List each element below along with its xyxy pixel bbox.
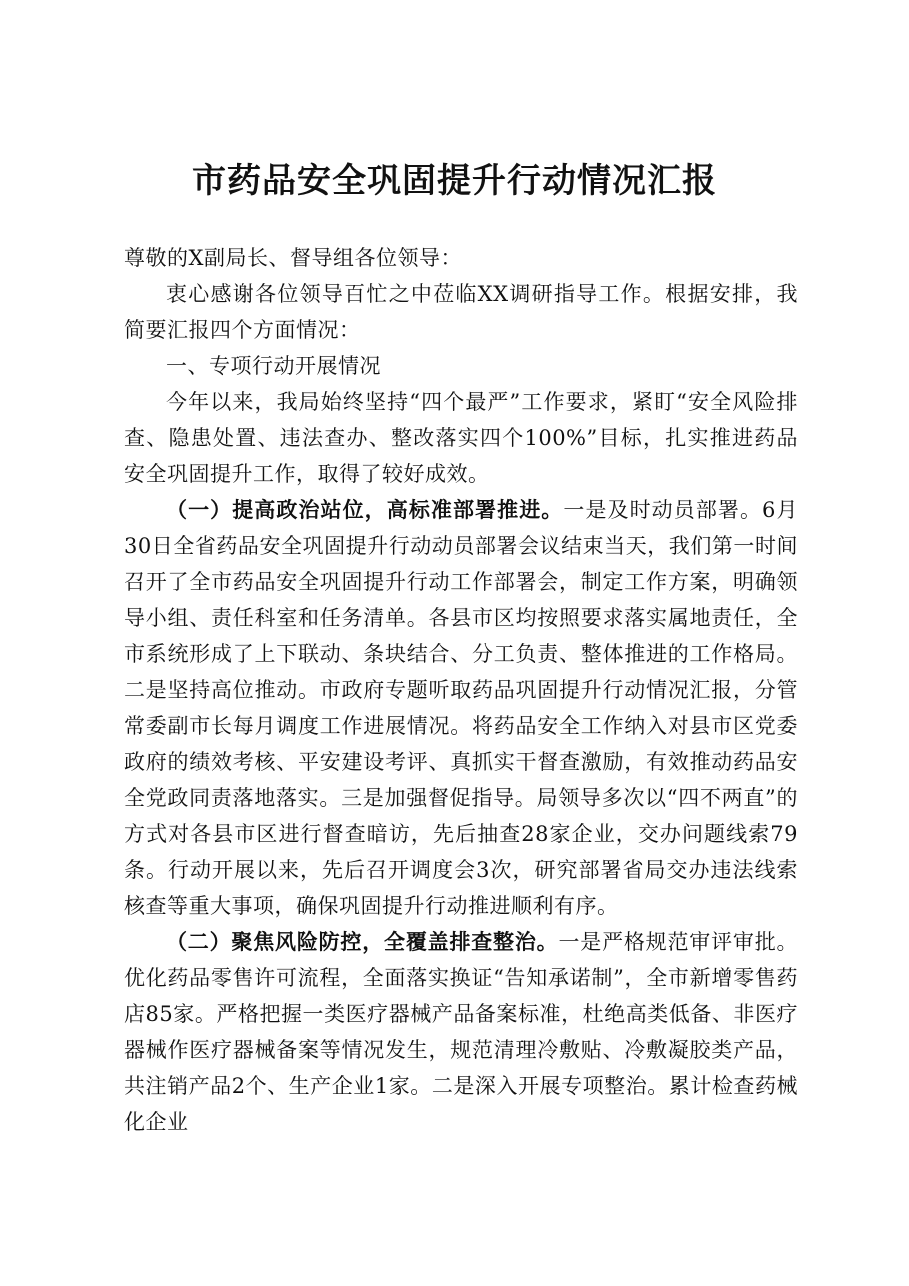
subsection-1-title: （一）提高政治站位，高标准部署推进。 <box>166 498 564 522</box>
subsection-2-paragraph <box>124 924 798 1140</box>
salutation: 尊敬的X副局长、督导组各位领导： <box>124 246 462 270</box>
document-body <box>124 240 798 1140</box>
subsection-1-paragraph <box>124 492 798 924</box>
intro-paragraph: 衷心感谢各位领导百忙之中莅临XX调研指导工作。根据安排，我简要汇报四个方面情况： <box>124 282 798 342</box>
subsection-2-title: （二）聚焦风险防控，全覆盖排查整治。 <box>166 930 559 954</box>
section-heading-1: 一、专项行动开展情况 <box>166 354 381 378</box>
subsection-1-body: 一是及时动员部署。6月30日全省药品安全巩固提升行动动员部署会议结束当天，我们第一时间召开了全市药品安全巩固提升行动工作部署会，制定工作方案，明确领导小组、责任科室和任务清单。各县市区均按照要求落实属地责任，全市系统形成了上下联动、条块结合、分工负责、整体推进的工作格局。二是坚持高位推动。市政府专题听取药品巩固提升行动情况汇报，分管常委副市长每月调度工作进展情况。将药品安全工作纳入对县市区党委政府的绩效考核、平安建设考评、真抓实干督查激励，有效推动药品安全党政同责落地落实。三是加强督促指导。局领导多次以“四不两直”的方式对各县市区进行督查暗访，先后抽查28家企业，交办问题线索79条。行动开展以来，先后召开调度会3次，研究部署省局交办违法线索核查等重大事项，确保巩固提升行动推进顺利有序。 <box>124 498 798 918</box>
document-title: 市药品安全巩固提升行动情况汇报 <box>192 161 717 201</box>
section-1-paragraph: 今年以来，我局始终坚持“四个最严”工作要求，紧盯“安全风险排查、隐患处置、违法查办、整改落实四个100%”目标，扎实推进药品安全巩固提升工作，取得了较好成效。 <box>124 390 798 486</box>
subsection-2-body: 一是严格规范审评审批。优化药品零售许可流程，全面落实换证“告知承诺制”，全市新增零售药店85家。严格把握一类医疗器械产品备案标准，杜绝高类低备、非医疗器械作医疗器械备案等情况发生，规范清理冷敷贴、冷敷凝胶类产品，共注销产品2个、生产企业1家。二是深入开展专项整治。累计检查药械化企业 <box>124 930 799 1134</box>
